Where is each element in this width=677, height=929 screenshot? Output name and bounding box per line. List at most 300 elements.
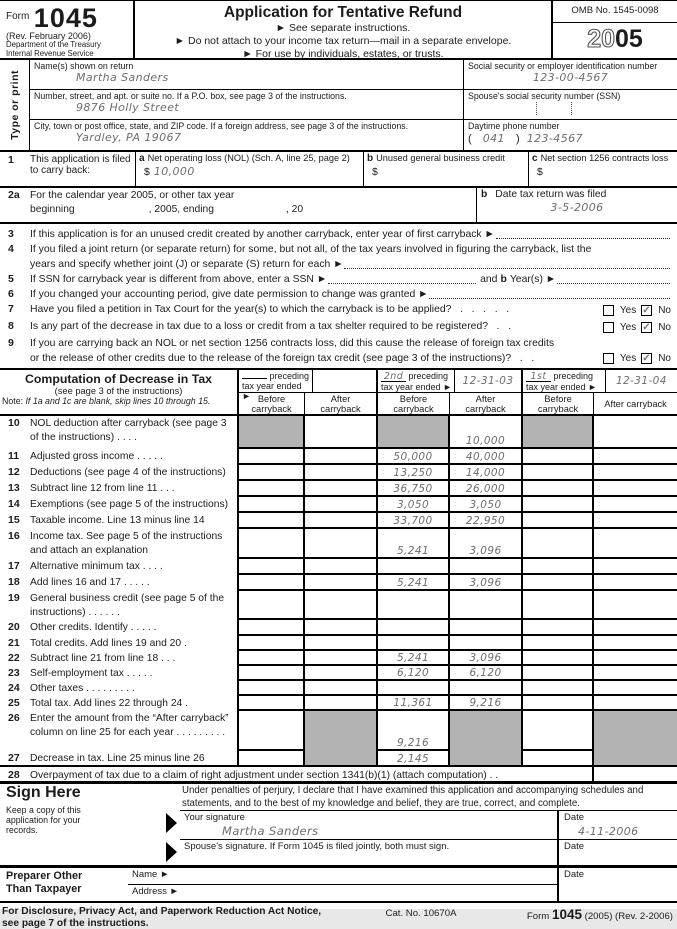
city-value[interactable]: Yardley, PA 19067 <box>76 131 459 144</box>
form-title-block <box>133 1 553 58</box>
perjury-statement: Under penalties of perjury, I declare that I have examined this application and accompanying schedules and statements, and to the best of my knowledge and belief, they are true, correct, and complete. <box>180 784 677 810</box>
check-icon: ✓ <box>642 320 650 335</box>
form-bullet-1: ► See separate instructions. <box>135 22 551 35</box>
row-label: Deductions (see page 4 of the instructions) <box>30 466 235 481</box>
amount-cell[interactable] <box>448 681 521 696</box>
amount-cell[interactable] <box>521 529 592 559</box>
table-note-prefix: Note: <box>2 396 23 406</box>
line-1 <box>0 152 677 188</box>
g3-ordinal-entry[interactable]: 1st <box>526 373 551 382</box>
q8-yes-label: Yes <box>620 320 636 335</box>
row-label: Decrease in tax. Line 25 minus line 26 <box>30 752 235 765</box>
table-row-11 <box>0 449 677 465</box>
amount-cell[interactable] <box>448 591 521 620</box>
dollar-sign: $ <box>372 166 378 178</box>
row-label: Adjusted gross income . . . . . <box>30 450 235 465</box>
q5-text: If SSN for carryback year is different from above, enter a SSN ► <box>30 272 327 287</box>
q5-b-letter: b <box>500 272 506 287</box>
dollar-sign: $ <box>144 166 150 178</box>
table-row-22 <box>0 651 677 666</box>
form-number: 1045 <box>34 3 98 33</box>
computation-table <box>0 370 677 784</box>
amount-cell[interactable] <box>303 465 376 481</box>
amount-cell[interactable]: 50,000 <box>376 449 448 465</box>
amount-cell[interactable] <box>592 696 677 711</box>
row-label: Overpayment of tax due to a claim of right adjustment under section 1341(b)(1) (attach computation) . . <box>30 769 590 781</box>
amount-cell <box>592 711 677 751</box>
q4-text: If you filed a joint return (or separate return) for some, but not all, of the tax years involved in figuring the carryback, list the <box>30 242 591 257</box>
q5-number: 5 <box>8 272 30 287</box>
amount-cell[interactable]: 13,250 <box>376 465 448 481</box>
amount-cell[interactable] <box>592 591 677 620</box>
name-label: Name(s) shown on return <box>34 61 459 71</box>
question-6 <box>0 287 677 302</box>
amount-cell[interactable] <box>521 711 592 751</box>
row-number: 25 <box>8 697 30 711</box>
row-label: Add lines 16 and 17 . . . . . <box>30 576 235 591</box>
question-3 <box>0 227 677 242</box>
entry-line[interactable] <box>344 257 670 269</box>
name-field[interactable] <box>30 60 463 89</box>
question-7 <box>0 302 677 319</box>
form-title: Application for Tentative Refund <box>135 4 551 22</box>
row-number: 10 <box>8 417 30 449</box>
date-label: Date <box>564 841 672 852</box>
city-row <box>30 120 677 150</box>
amount-cell[interactable]: 3,096 <box>448 575 521 591</box>
nol-amount-value[interactable]: 10,000 <box>154 165 195 178</box>
phone-number-value[interactable]: 123-4567 <box>527 132 583 145</box>
amount-cell[interactable]: 26,000 <box>448 481 521 497</box>
amount-cell[interactable]: 22,950 <box>448 513 521 529</box>
amount-cell[interactable]: 3,050 <box>376 497 448 513</box>
g3-preceding: preceding <box>554 371 594 381</box>
your-signature-date[interactable] <box>557 811 677 839</box>
g2-before-header: Before carryback <box>378 393 449 414</box>
g2-preceding: preceding <box>409 371 449 381</box>
your-signature-row <box>180 810 677 839</box>
g3-after-header: After carryback <box>593 393 677 414</box>
amount-cell[interactable] <box>448 559 521 575</box>
ssn-value[interactable]: 123-00-4567 <box>468 71 673 84</box>
entry-line[interactable] <box>328 272 476 284</box>
spouse-ssn-field[interactable] <box>463 90 677 119</box>
year-suffix-label: , 20 <box>286 204 303 215</box>
city-field[interactable] <box>30 120 463 150</box>
amount-cell[interactable] <box>592 513 677 529</box>
table-subtitle: (see page 3 of the instructions) <box>0 386 237 396</box>
line-1a-nol-cell[interactable] <box>135 152 363 186</box>
spouse-signature-field[interactable] <box>180 840 557 865</box>
amount-cell[interactable] <box>303 651 376 666</box>
amount-cell[interactable]: 9,216 <box>448 696 521 711</box>
amount-cell[interactable] <box>303 497 376 513</box>
amount-cell[interactable]: 11,361 <box>376 696 448 711</box>
amount-cell <box>521 416 592 449</box>
amount-cell[interactable] <box>592 681 677 696</box>
row-number: 17 <box>8 560 30 575</box>
q8-number: 8 <box>8 319 30 336</box>
line-1a-label: Net operating loss (NOL) (Sch. A, line 25, page 2) <box>148 153 350 163</box>
amount-cell[interactable]: 5,241 <box>376 529 448 559</box>
amount-cell[interactable] <box>237 481 303 497</box>
sign-section <box>0 784 677 868</box>
row-number: 27 <box>8 752 30 765</box>
g1-after-header: After carryback <box>304 393 376 414</box>
date-label: Date <box>564 812 672 823</box>
g3-date-entry[interactable]: 12-31-04 <box>605 370 677 392</box>
date-label: Date <box>564 869 672 880</box>
q8-yes-checkbox[interactable] <box>603 322 614 333</box>
table-row-17 <box>0 559 677 575</box>
line-2a-number: 2a <box>8 189 30 201</box>
g1-before-header: Before carryback <box>239 393 304 414</box>
row-label: Total credits. Add lines 19 and 20 . <box>30 637 235 651</box>
preparer-title <box>0 868 128 901</box>
amount-cell[interactable] <box>237 666 303 681</box>
preparer-title-line2: Than Taxpayer <box>6 883 128 896</box>
amount-cell[interactable] <box>592 575 677 591</box>
spouse-signature-label: Spouse's signature. If Form 1045 is filed jointly, both must sign. <box>184 841 553 852</box>
irs-label: Internal Revenue Service <box>6 50 129 59</box>
spouse-signature-row <box>180 839 677 865</box>
amount-cell[interactable] <box>376 620 448 636</box>
q7-text: Have you filed a petition in Tax Court for the year(s) to which the carryback is to be applied? . . . . . <box>30 302 509 319</box>
amount-cell[interactable]: 6,120 <box>376 666 448 681</box>
amount-cell[interactable]: 10,000 <box>448 416 521 449</box>
entry-line[interactable] <box>429 287 670 299</box>
amount-cell[interactable] <box>521 651 592 666</box>
row-number: 23 <box>8 667 30 681</box>
row-number: 12 <box>8 466 30 481</box>
amount-cell[interactable] <box>592 666 677 681</box>
q3-text: If this application is for an unused credit created by another carryback, enter year of first carryback ► <box>30 227 495 242</box>
line-1c-letter: c <box>532 153 538 164</box>
amount-cell[interactable] <box>376 559 448 575</box>
dollar-sign: $ <box>537 166 543 178</box>
line-2b-letter: b <box>481 189 487 200</box>
disclosure-notice <box>2 906 354 929</box>
g2-ended-label: tax year ended ► <box>381 382 452 392</box>
ssn-label: Social security or employer identification number <box>468 61 673 71</box>
footer-form-id <box>488 906 673 929</box>
q7-yes-label: Yes <box>620 303 636 318</box>
disclosure-line1: For Disclosure, Privacy Act, and Paperwork Reduction Act Notice, <box>2 906 354 918</box>
omb-year-block <box>553 1 677 58</box>
amount-cell[interactable] <box>303 636 376 651</box>
amount-cell[interactable]: 9,216 <box>376 711 448 751</box>
year-group-2 <box>376 370 521 414</box>
amount-cell[interactable] <box>592 449 677 465</box>
preparer-name-label: Name ► <box>132 869 169 880</box>
amount-cell[interactable] <box>303 696 376 711</box>
amount-cell[interactable]: 33,700 <box>376 513 448 529</box>
line-1-number: 1 <box>8 154 30 186</box>
amount-cell[interactable]: 5,241 <box>376 575 448 591</box>
street-value[interactable]: 9876 Holly Street <box>76 101 459 114</box>
row-number: 22 <box>8 652 30 666</box>
phone-paren-close: ) <box>516 133 520 145</box>
year-bold: 05 <box>615 25 643 53</box>
amount-cell[interactable]: 2,145 <box>376 751 448 765</box>
catalog-number: Cat. No. 10670A <box>354 906 488 929</box>
type-or-print-strip <box>0 60 30 150</box>
amount-cell[interactable]: 40,000 <box>448 449 521 465</box>
spouse-ssn-label: Spouse's social security number (SSN) <box>468 91 673 101</box>
amount-cell[interactable] <box>592 497 677 513</box>
line-1c-1256-cell[interactable] <box>528 152 677 186</box>
amount-cell[interactable] <box>521 497 592 513</box>
amount-cell[interactable] <box>237 559 303 575</box>
amount-cell[interactable] <box>592 465 677 481</box>
amount-cell[interactable] <box>303 575 376 591</box>
your-signature-value[interactable]: Martha Sanders <box>222 824 553 838</box>
amount-cell[interactable] <box>303 681 376 696</box>
preparer-address-label: Address ► <box>132 886 179 897</box>
row-label: Enter the amount from the “After carryback” column on line 25 for each year . . . . . . . . . <box>30 712 235 751</box>
row-number: 20 <box>8 621 30 636</box>
table-row-20 <box>0 620 677 636</box>
year-group-3 <box>521 370 677 414</box>
amount-cell[interactable] <box>303 591 376 620</box>
q6-number: 6 <box>8 287 30 302</box>
row-label: NOL deduction after carryback (see page 3 of the instructions) . . . . <box>30 417 235 449</box>
line-1b-letter: b <box>367 153 373 164</box>
question-4-line2 <box>0 257 677 272</box>
entry-line[interactable] <box>496 227 670 239</box>
g1-ended-label: tax year ended ► <box>242 381 302 401</box>
preparer-date-field[interactable] <box>557 868 677 901</box>
amount-cell[interactable] <box>237 575 303 591</box>
check-icon: ✓ <box>642 351 650 366</box>
amount-cell[interactable] <box>237 681 303 696</box>
amount-cell[interactable] <box>237 497 303 513</box>
row-label: Total tax. Add lines 22 through 24 . <box>30 697 235 711</box>
form-revision: (Rev. February 2006) <box>6 31 129 41</box>
q9-text: If you are carrying back an NOL or net section 1256 contracts loss, did this cause the release of foreign tax credits <box>30 336 671 351</box>
your-signature-field[interactable] <box>180 811 557 839</box>
amount-cell <box>237 416 303 449</box>
amount-cell[interactable] <box>237 449 303 465</box>
signature-arrow-icon <box>166 813 177 833</box>
amount-cell[interactable]: 36,750 <box>376 481 448 497</box>
amount-cell[interactable]: 3,096 <box>448 651 521 666</box>
amount-cell[interactable] <box>521 465 592 481</box>
table-title-block <box>0 370 237 414</box>
amount-cell[interactable] <box>521 636 592 651</box>
amount-cell[interactable] <box>303 449 376 465</box>
question-5 <box>0 272 677 287</box>
year-outline: 20 <box>587 25 615 53</box>
question-9 <box>0 336 677 367</box>
table-body <box>0 416 677 781</box>
q4-number: 4 <box>8 242 30 257</box>
line-2b-label: Date tax return was filed <box>495 189 606 200</box>
preparer-address-field[interactable] <box>128 885 557 901</box>
amount-cell[interactable]: 14,000 <box>448 465 521 481</box>
amount-cell[interactable] <box>237 651 303 666</box>
row-number: 14 <box>8 498 30 513</box>
amount-cell[interactable] <box>592 620 677 636</box>
table-row-12 <box>0 465 677 481</box>
sign-here-title: Sign Here <box>6 785 176 801</box>
amount-cell[interactable] <box>303 529 376 559</box>
line-1b-credit-cell[interactable] <box>363 152 528 186</box>
g1-date-entry[interactable] <box>312 370 376 392</box>
footer-form-suffix: (2005) (Rev. 2-2006) <box>585 911 673 922</box>
amount-cell[interactable] <box>237 751 303 765</box>
amount-cell[interactable] <box>303 620 376 636</box>
table-row-26 <box>0 711 677 751</box>
amount-cell <box>448 751 521 765</box>
keep-copy-note: Keep a copy of this application for your records. <box>6 805 86 835</box>
amount-cell[interactable] <box>592 651 677 666</box>
g1-ordinal-entry[interactable] <box>242 378 267 379</box>
amount-cell[interactable] <box>521 513 592 529</box>
amount-cell <box>448 711 521 751</box>
amount-cell[interactable]: 3,096 <box>448 529 521 559</box>
q7-no-checkbox[interactable] <box>641 305 652 316</box>
amount-cell[interactable] <box>521 591 592 620</box>
g2-ordinal-entry[interactable]: 2nd <box>381 373 406 382</box>
amount-cell[interactable] <box>448 620 521 636</box>
q8-text: Is any part of the decrease in tax due to a loss or credit from a tax shelter required to be registered? . . <box>30 319 511 336</box>
amount-cell[interactable] <box>237 711 303 751</box>
table-row-13 <box>0 481 677 497</box>
amount-cell[interactable]: 6,120 <box>448 666 521 681</box>
phone-paren-open: ( <box>468 133 472 145</box>
g1-preceding: preceding <box>270 371 310 381</box>
g3-before-header: Before carryback <box>523 393 593 414</box>
amount-cell[interactable] <box>521 696 592 711</box>
q3-number: 3 <box>8 227 30 242</box>
row-label: Taxable income. Line 13 minus line 14 <box>30 514 235 529</box>
amount-cell[interactable] <box>592 559 677 575</box>
amount-cell[interactable]: 3,050 <box>448 497 521 513</box>
sign-here-block <box>0 784 180 865</box>
amount-cell[interactable] <box>376 681 448 696</box>
amount-cell[interactable] <box>237 513 303 529</box>
amount-cell[interactable] <box>303 416 376 449</box>
g2-after-header: After carryback <box>449 393 521 414</box>
q9-yes-checkbox[interactable] <box>603 353 614 364</box>
amount-cell[interactable] <box>237 696 303 711</box>
name-value[interactable]: Martha Sanders <box>76 71 459 84</box>
amount-cell[interactable] <box>237 529 303 559</box>
form-bullet-3: ► For use by individuals, estates, or trusts. <box>135 48 551 61</box>
ssn-field[interactable] <box>463 60 677 89</box>
amount-cell[interactable] <box>521 666 592 681</box>
table-row-24 <box>0 681 677 696</box>
table-title: Computation of Decrease in Tax <box>0 372 237 386</box>
row-label: Other taxes . . . . . . . . . <box>30 682 235 696</box>
line-2 <box>0 188 677 224</box>
amount-cell <box>303 751 376 765</box>
amount-cell[interactable] <box>592 481 677 497</box>
q8-no-checkbox[interactable] <box>641 322 652 333</box>
amount-cell[interactable] <box>237 465 303 481</box>
amount-cell[interactable] <box>521 559 592 575</box>
street-field[interactable] <box>30 90 463 119</box>
line-2b-date-cell[interactable] <box>476 188 677 222</box>
table-row-25 <box>0 696 677 711</box>
questions-section <box>0 224 677 370</box>
disclosure-line2: see page 7 of the instructions. <box>2 918 354 929</box>
dept-treasury: Department of the Treasury <box>6 41 129 50</box>
row-number: 13 <box>8 482 30 497</box>
amount-cell[interactable] <box>521 681 592 696</box>
amount-cell[interactable] <box>592 416 677 449</box>
entry-line[interactable] <box>557 272 670 284</box>
phone-field[interactable] <box>463 120 677 150</box>
row-label: Subtract line 21 from line 18 . . . <box>30 652 235 666</box>
date-value[interactable]: 4-11-2006 <box>578 825 672 838</box>
question-8 <box>0 319 677 336</box>
amount-cell[interactable] <box>237 591 303 620</box>
amount-cell[interactable] <box>376 591 448 620</box>
date-filed-value[interactable]: 3-5-2006 <box>481 201 673 214</box>
amount-cell[interactable]: 5,241 <box>376 651 448 666</box>
footer-form-number: 1045 <box>552 907 582 922</box>
amount-cell[interactable] <box>303 481 376 497</box>
q9-yes-label: Yes <box>620 351 636 366</box>
amount-cell[interactable] <box>376 636 448 651</box>
row-label: Exemptions (see page 5 of the instructions) <box>30 498 235 513</box>
footer-form-word: Form <box>527 911 549 922</box>
amount-cell[interactable] <box>592 636 677 651</box>
spouse-signature-date[interactable] <box>557 840 677 865</box>
amount-cell[interactable] <box>237 636 303 651</box>
table-row-14 <box>0 497 677 513</box>
table-row-16 <box>0 529 677 559</box>
amount-cell[interactable] <box>237 620 303 636</box>
q7-no-label: No <box>658 303 671 318</box>
amount-cell[interactable] <box>521 620 592 636</box>
amount-cell[interactable] <box>521 575 592 591</box>
ending-label: , 2005, ending <box>149 204 214 215</box>
omb-number: OMB No. 1545-0098 <box>553 1 677 23</box>
g2-date-entry[interactable]: 12-31-03 <box>454 370 521 392</box>
table-header <box>0 370 677 416</box>
q6-text: If you changed your accounting period, give date permission to change was granted ► <box>30 287 428 302</box>
row-number: 19 <box>8 592 30 620</box>
q7-yes-checkbox[interactable] <box>603 305 614 316</box>
amount-cell[interactable] <box>592 767 677 781</box>
page-footer <box>0 903 677 929</box>
row-label: Subtract line 12 from line 11 . . . <box>30 482 235 497</box>
row-label: General business credit (see page 5 of the instructions) . . . . . . <box>30 592 235 620</box>
row-number: 11 <box>8 450 30 465</box>
amount-cell <box>592 751 677 765</box>
amount-cell[interactable] <box>448 636 521 651</box>
amount-cell[interactable] <box>592 529 677 559</box>
amount-cell[interactable] <box>521 449 592 465</box>
q9-no-checkbox[interactable] <box>641 353 652 364</box>
street-row <box>30 90 677 120</box>
table-row-18 <box>0 575 677 591</box>
amount-cell[interactable] <box>521 481 592 497</box>
amount-cell[interactable] <box>303 666 376 681</box>
your-signature-label: Your signature <box>184 812 553 823</box>
preparer-name-field[interactable] <box>128 868 557 885</box>
amount-cell[interactable] <box>521 751 592 765</box>
amount-cell[interactable] <box>303 559 376 575</box>
amount-cell[interactable] <box>303 513 376 529</box>
beginning-label: beginning <box>30 204 75 215</box>
phone-area-value[interactable]: 041 <box>483 132 505 145</box>
amount-cell <box>303 711 376 751</box>
row-label: Income tax. See page 5 of the instructions and attach an explanation <box>30 530 235 559</box>
